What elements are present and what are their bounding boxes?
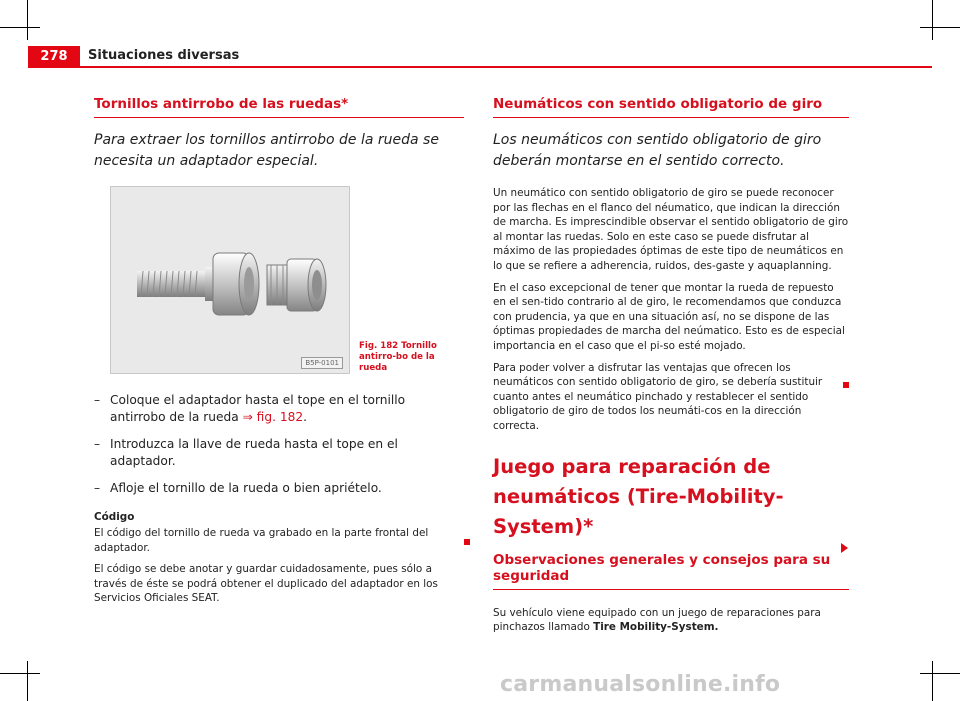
list-item (94, 392, 464, 426)
code-heading: Código (94, 511, 135, 523)
dash-bullet: – (94, 393, 101, 407)
figure-image (110, 186, 350, 374)
paragraph-text: Su vehículo viene equipado con un juego de reparaciones para pinchazos llamado (493, 606, 821, 634)
bolt-and-adapter-illustration (111, 187, 349, 373)
figure-182 (94, 186, 464, 374)
crop-mark (0, 27, 40, 28)
crop-mark (27, 0, 28, 40)
product-name: Tire Mobility-System. (593, 621, 719, 634)
figure-caption: Fig. 182 Tornillo antirro-bo de la rueda (359, 341, 437, 373)
figure-code: B5P-0101 (301, 357, 343, 369)
dash-bullet: – (94, 437, 101, 451)
header-rule (28, 66, 932, 68)
adapter-shape (267, 259, 326, 311)
body-paragraph (493, 606, 849, 635)
running-header: Situaciones diversas (88, 48, 240, 63)
section-title-anti-theft-bolts: Tornillos antirrobo de las ruedas* (94, 96, 464, 118)
section-title-directional-tyres: Neumáticos con sentido obligatorio de giro (493, 96, 849, 118)
section-end-marker (843, 382, 849, 388)
section-lead: Los neumáticos con sentido obligatorio de giro deberán montarse en el sentido correcto. (493, 132, 822, 169)
left-column (94, 96, 464, 613)
step-text: Coloque el adaptador hasta el tope en el tornillo antirrobo de la rueda (110, 393, 406, 424)
crop-mark (27, 661, 28, 701)
body-paragraph: Un neumático con sentido obligatorio de giro se puede reconocer por las flechas en el flanco del néumatico, que indican la dirección de marcha. Es imprescindible observar el sentido obligatorio de giro al montar las ruedas. Solo en este caso se puede disfrutar al máximo de las propiedades óptimas de este tipo de neumáticos en lo que se refiere a adherencia, ruidos, des-gaste y aquaplanning. (493, 187, 849, 272)
crop-mark (932, 0, 933, 40)
continue-arrow-icon (841, 543, 848, 553)
step-end: . (303, 410, 307, 424)
watermark: carmanualsonline.info (500, 672, 781, 697)
code-paragraph: El código del tornillo de rueda va grabado en la parte frontal del adaptador. (94, 527, 429, 554)
body-paragraph: En el caso excepcional de tener que montar la rueda de repuesto en el sen-tido contrario al de giro, le recomendamos que conduzca con prudencia, ya que en una situación así, no se dispone de las óptimas propiedades de marcha del neúmatico. Esto es de especial importancia en el caso que el pi-so esté mojado. (493, 281, 845, 352)
body-paragraph: Para poder volver a disfrutar las ventajas que ofrecen los neumáticos con sentido obligatorio de giro, se debería sustituir cuanto antes el neumático pinchado y restablecer el sentido obligatorio de giro de todos los neumáti-cos en la dirección correcta. (493, 361, 823, 432)
step-text: Afloje el tornillo de la rueda o bien apriételo. (110, 481, 382, 495)
code-paragraph: El código se debe anotar y guardar cuidadosamente, pues sólo a través de éste se podrá obtener el duplicado del adaptador en los Servicios Oficiales SEAT. (94, 563, 438, 605)
bolt-shape (137, 253, 259, 315)
step-text: Introduzca la llave de rueda hasta el tope en el adaptador. (110, 437, 398, 468)
dash-bullet: – (94, 481, 101, 495)
section-end-marker (464, 539, 470, 545)
crop-mark (920, 27, 960, 28)
section-title-safety-notes: Observaciones generales y consejos para su seguridad (493, 552, 849, 590)
crop-mark (932, 661, 933, 701)
instruction-steps (94, 392, 464, 497)
list-item (94, 436, 464, 470)
section-lead: Para extraer los tornillos antirrobo de la rueda se necesita un adaptador especial. (94, 132, 439, 169)
right-column (493, 96, 849, 642)
list-item (94, 480, 464, 497)
crop-mark (920, 673, 960, 674)
crop-mark (0, 673, 40, 674)
figure-reference-link[interactable]: ⇒ fig. 182 (242, 410, 304, 424)
page-number: 278 (28, 46, 80, 66)
chapter-title-tire-mobility-system: Juego para reparación de neumáticos (Tire-Mobility-System)* (493, 454, 784, 538)
